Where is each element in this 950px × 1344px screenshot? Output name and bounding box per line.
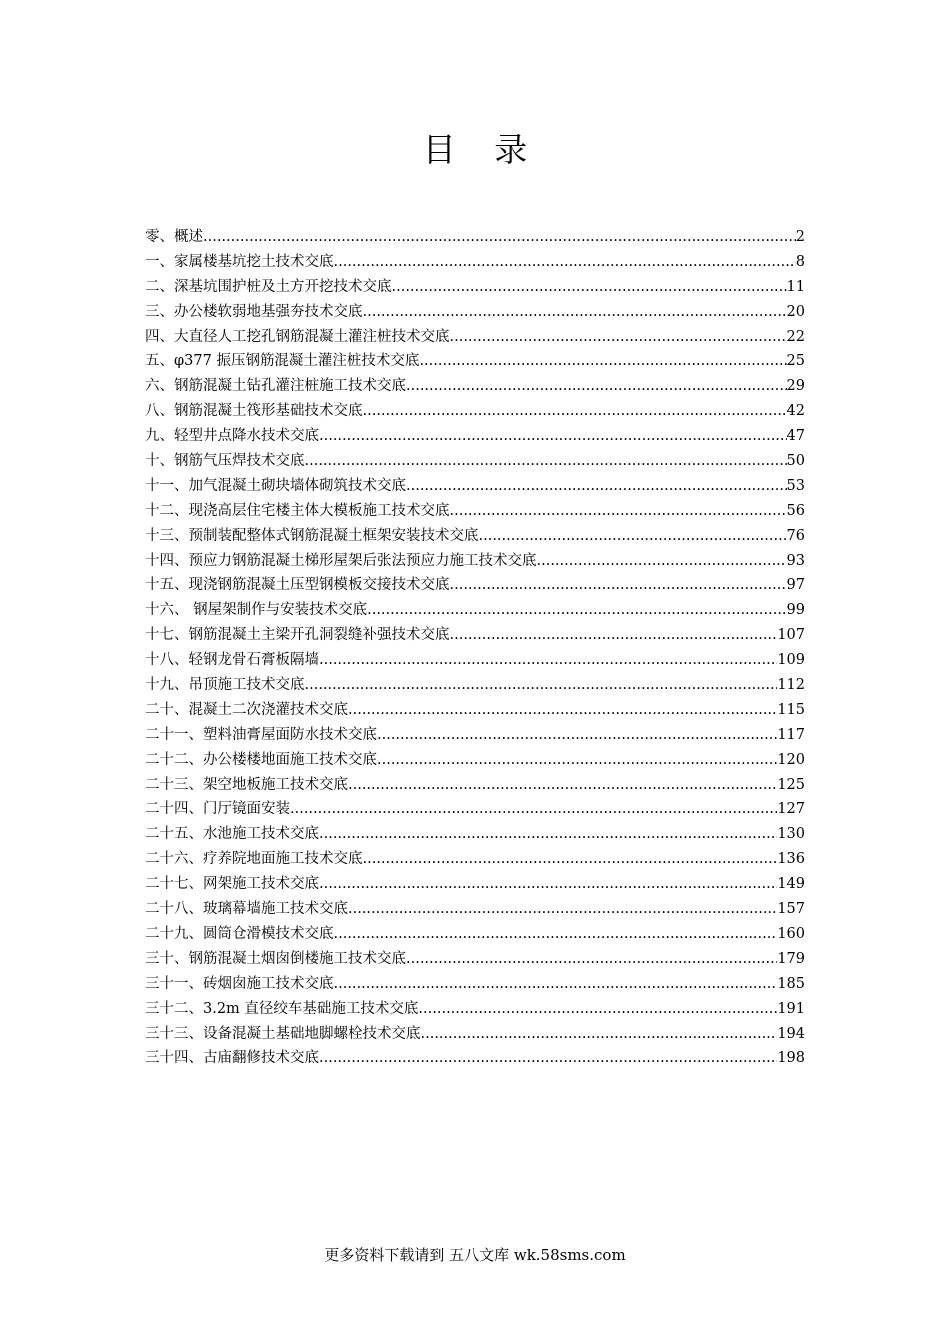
toc-entry[interactable] bbox=[145, 947, 805, 972]
toc-entry-page-number: 25 bbox=[786, 353, 805, 370]
toc-entry-page-number: 127 bbox=[777, 801, 805, 818]
toc-entry[interactable] bbox=[145, 623, 805, 648]
toc-entry-label: 三十四、古庙翻修技术交底 bbox=[145, 1050, 319, 1067]
toc-dot-leader bbox=[305, 449, 787, 474]
toc-entry-label: 九、轻型井点降水技术交底 bbox=[145, 428, 319, 445]
toc-dot-leader bbox=[392, 275, 787, 300]
toc-entry-page-number: 117 bbox=[777, 726, 805, 743]
toc-entry[interactable] bbox=[145, 797, 805, 822]
toc-entry-page-number: 107 bbox=[777, 627, 805, 644]
toc-entry[interactable] bbox=[145, 1022, 805, 1047]
toc-entry-label: 三十、钢筋混凝土烟囱倒楼施工技术交底 bbox=[145, 950, 406, 967]
toc-entry-page-number: 50 bbox=[786, 453, 805, 470]
toc-entry[interactable] bbox=[145, 300, 805, 325]
toc-dot-leader bbox=[319, 648, 777, 673]
toc-dot-leader bbox=[363, 847, 778, 872]
toc-entry-page-number: 120 bbox=[777, 751, 805, 768]
toc-entry-page-number: 125 bbox=[777, 776, 805, 793]
toc-entry-label: 二十三、架空地板施工技术交底 bbox=[145, 776, 348, 793]
toc-dot-leader bbox=[319, 872, 777, 897]
toc-entry-page-number: 109 bbox=[777, 652, 805, 669]
toc-entry-label: 二、深基坑围护桩及土方开挖技术交底 bbox=[145, 278, 392, 295]
toc-dot-leader bbox=[450, 573, 787, 598]
toc-entry[interactable] bbox=[145, 673, 805, 698]
toc-dot-leader bbox=[421, 1022, 778, 1047]
toc-dot-leader bbox=[406, 374, 787, 399]
toc-entry[interactable] bbox=[145, 723, 805, 748]
toc-dot-leader bbox=[305, 673, 778, 698]
toc-entry-page-number: 112 bbox=[777, 677, 805, 694]
toc-entry-label: 二十四、门厅镜面安装 bbox=[145, 801, 290, 818]
toc-entry-label: 十五、现浇钢筋混凝土压型钢模板交接技术交底 bbox=[145, 577, 450, 594]
toc-dot-leader bbox=[290, 797, 777, 822]
toc-entry-label: 十八、轻钢龙骨石膏板隔墙 bbox=[145, 652, 319, 669]
toc-entry-label: 二十一、塑料油膏屋面防水技术交底 bbox=[145, 726, 377, 743]
toc-dot-leader bbox=[450, 499, 787, 524]
toc-entry[interactable] bbox=[145, 449, 805, 474]
toc-dot-leader bbox=[418, 997, 777, 1022]
toc-entry-page-number: 8 bbox=[795, 253, 805, 270]
toc-entry-page-number: 2 bbox=[795, 229, 805, 245]
toc-entry[interactable] bbox=[145, 847, 805, 872]
toc-entry-page-number: 179 bbox=[777, 950, 805, 967]
toc-entry-page-number: 76 bbox=[786, 527, 805, 544]
toc-entry-label: 十一、加气混凝土砌块墙体砌筑技术交底 bbox=[145, 477, 406, 494]
toc-entry[interactable] bbox=[145, 698, 805, 723]
toc-entry-label: 零、概述 bbox=[145, 229, 203, 245]
toc-entry-label: 一、家属楼基坑挖土技术交底 bbox=[145, 253, 334, 270]
toc-dot-leader bbox=[419, 349, 786, 374]
toc-dot-leader bbox=[377, 723, 777, 748]
toc-entry-page-number: 11 bbox=[786, 278, 805, 295]
toc-dot-leader bbox=[319, 424, 787, 449]
toc-entry-label: 二十八、玻璃幕墙施工技术交底 bbox=[145, 901, 348, 918]
toc-dot-leader bbox=[363, 399, 787, 424]
toc-dot-leader bbox=[348, 698, 777, 723]
toc-entry-label: 二十七、网架施工技术交底 bbox=[145, 876, 319, 893]
toc-dot-leader bbox=[334, 972, 778, 997]
toc-entry[interactable] bbox=[145, 524, 805, 549]
toc-entry-label: 三十一、砖烟囱施工技术交底 bbox=[145, 975, 334, 992]
toc-dot-leader bbox=[377, 748, 777, 773]
toc-entry-page-number: 157 bbox=[777, 901, 805, 918]
toc-entry[interactable] bbox=[145, 374, 805, 399]
table-of-contents bbox=[145, 225, 805, 1071]
toc-entry[interactable] bbox=[145, 598, 805, 623]
toc-entry-label: 二十五、水池施工技术交底 bbox=[145, 826, 319, 843]
toc-entry[interactable] bbox=[145, 1046, 805, 1071]
toc-entry-page-number: 56 bbox=[786, 502, 805, 519]
toc-dot-leader bbox=[367, 598, 786, 623]
toc-entry-page-number: 22 bbox=[786, 328, 805, 345]
toc-entry-label: 二十二、办公楼楼地面施工技术交底 bbox=[145, 751, 377, 768]
toc-entry-label: 八、钢筋混凝土筏形基础技术交底 bbox=[145, 403, 363, 420]
toc-dot-leader bbox=[348, 897, 777, 922]
toc-entry-page-number: 99 bbox=[786, 602, 805, 619]
toc-entry-label: 十六、 钢屋架制作与安装技术交底 bbox=[145, 602, 368, 619]
toc-entry[interactable] bbox=[145, 250, 805, 275]
toc-entry-page-number: 185 bbox=[777, 975, 805, 992]
toc-entry-label: 三、办公楼软弱地基强夯技术交底 bbox=[145, 303, 363, 320]
toc-entry-label: 二十六、疗养院地面施工技术交底 bbox=[145, 851, 363, 868]
toc-entry[interactable] bbox=[145, 922, 805, 947]
toc-entry-page-number: 29 bbox=[786, 378, 805, 395]
toc-entry-label: 二十、混凝土二次浇灌技术交底 bbox=[145, 701, 348, 718]
toc-entry-label: 六、钢筋混凝土钻孔灌注桩施工技术交底 bbox=[145, 378, 406, 395]
toc-dot-leader bbox=[450, 325, 787, 350]
toc-entry[interactable] bbox=[145, 872, 805, 897]
toc-dot-leader bbox=[406, 947, 777, 972]
toc-entry[interactable] bbox=[145, 349, 805, 374]
toc-entry-label: 十二、现浇高层住宅楼主体大模板施工技术交底 bbox=[145, 502, 450, 519]
toc-entry[interactable] bbox=[145, 972, 805, 997]
toc-entry[interactable] bbox=[145, 225, 805, 250]
toc-entry-page-number: 191 bbox=[777, 1000, 805, 1017]
toc-entry-label: 三十三、设备混凝土基础地脚螺栓技术交底 bbox=[145, 1025, 421, 1042]
page-title: 目 录 bbox=[422, 130, 542, 169]
toc-entry-page-number: 97 bbox=[786, 577, 805, 594]
toc-entry[interactable] bbox=[145, 499, 805, 524]
toc-entry[interactable] bbox=[145, 399, 805, 424]
toc-entry-label: 三十二、3.2m 直径绞车基础施工技术交底 bbox=[145, 1000, 419, 1017]
toc-entry-label: 十、钢筋气压焊技术交底 bbox=[145, 453, 305, 470]
toc-entry-page-number: 136 bbox=[777, 851, 805, 868]
toc-entry-page-number: 130 bbox=[777, 826, 805, 843]
toc-entry-page-number: 160 bbox=[777, 925, 805, 942]
toc-entry-page-number: 194 bbox=[777, 1025, 805, 1042]
toc-entry[interactable] bbox=[145, 325, 805, 350]
toc-dot-leader bbox=[537, 549, 787, 574]
toc-entry-page-number: 115 bbox=[777, 701, 805, 718]
toc-dot-leader bbox=[319, 1046, 777, 1071]
toc-dot-leader bbox=[348, 773, 777, 798]
toc-entry[interactable] bbox=[145, 748, 805, 773]
toc-entry[interactable] bbox=[145, 822, 805, 847]
footer-note: 更多资料下载请到 五八文库 wk.58sms.com bbox=[324, 1246, 626, 1264]
toc-dot-leader bbox=[334, 250, 796, 275]
toc-dot-leader bbox=[203, 225, 796, 250]
toc-entry-page-number: 47 bbox=[786, 428, 805, 445]
toc-dot-leader bbox=[363, 300, 787, 325]
toc-entry-label: 十四、预应力钢筋混凝土梯形屋架后张法预应力施工技术交底 bbox=[145, 552, 537, 569]
toc-entry[interactable] bbox=[145, 474, 805, 499]
toc-entry-page-number: 198 bbox=[777, 1050, 805, 1067]
toc-entry[interactable] bbox=[145, 549, 805, 574]
toc-dot-leader bbox=[479, 524, 787, 549]
toc-dot-leader bbox=[406, 474, 787, 499]
toc-entry-label: 十三、预制装配整体式钢筋混凝土框架安装技术交底 bbox=[145, 527, 479, 544]
toc-entry[interactable] bbox=[145, 424, 805, 449]
toc-entry-page-number: 20 bbox=[786, 303, 805, 320]
toc-entry[interactable] bbox=[145, 897, 805, 922]
toc-entry-label: 五、φ377 振压钢筋混凝土灌注桩技术交底 bbox=[145, 353, 420, 370]
toc-entry-label: 十九、吊顶施工技术交底 bbox=[145, 677, 305, 694]
toc-entry[interactable] bbox=[145, 275, 805, 300]
toc-entry[interactable] bbox=[145, 997, 805, 1022]
toc-entry-page-number: 42 bbox=[786, 403, 805, 420]
toc-entry-label: 二十九、圆筒仓滑模技术交底 bbox=[145, 925, 334, 942]
toc-entry-page-number: 93 bbox=[786, 552, 805, 569]
toc-entry-page-number: 149 bbox=[777, 876, 805, 893]
toc-dot-leader bbox=[334, 922, 778, 947]
toc-dot-leader bbox=[450, 623, 778, 648]
toc-entry[interactable] bbox=[145, 773, 805, 798]
toc-entry-page-number: 53 bbox=[786, 477, 805, 494]
toc-dot-leader bbox=[319, 822, 777, 847]
toc-entry[interactable] bbox=[145, 648, 805, 673]
toc-entry-label: 四、大直径人工挖孔钢筋混凝土灌注桩技术交底 bbox=[145, 328, 450, 345]
toc-entry[interactable] bbox=[145, 573, 805, 598]
toc-entry-label: 十七、钢筋混凝土主梁开孔洞裂缝补强技术交底 bbox=[145, 627, 450, 644]
